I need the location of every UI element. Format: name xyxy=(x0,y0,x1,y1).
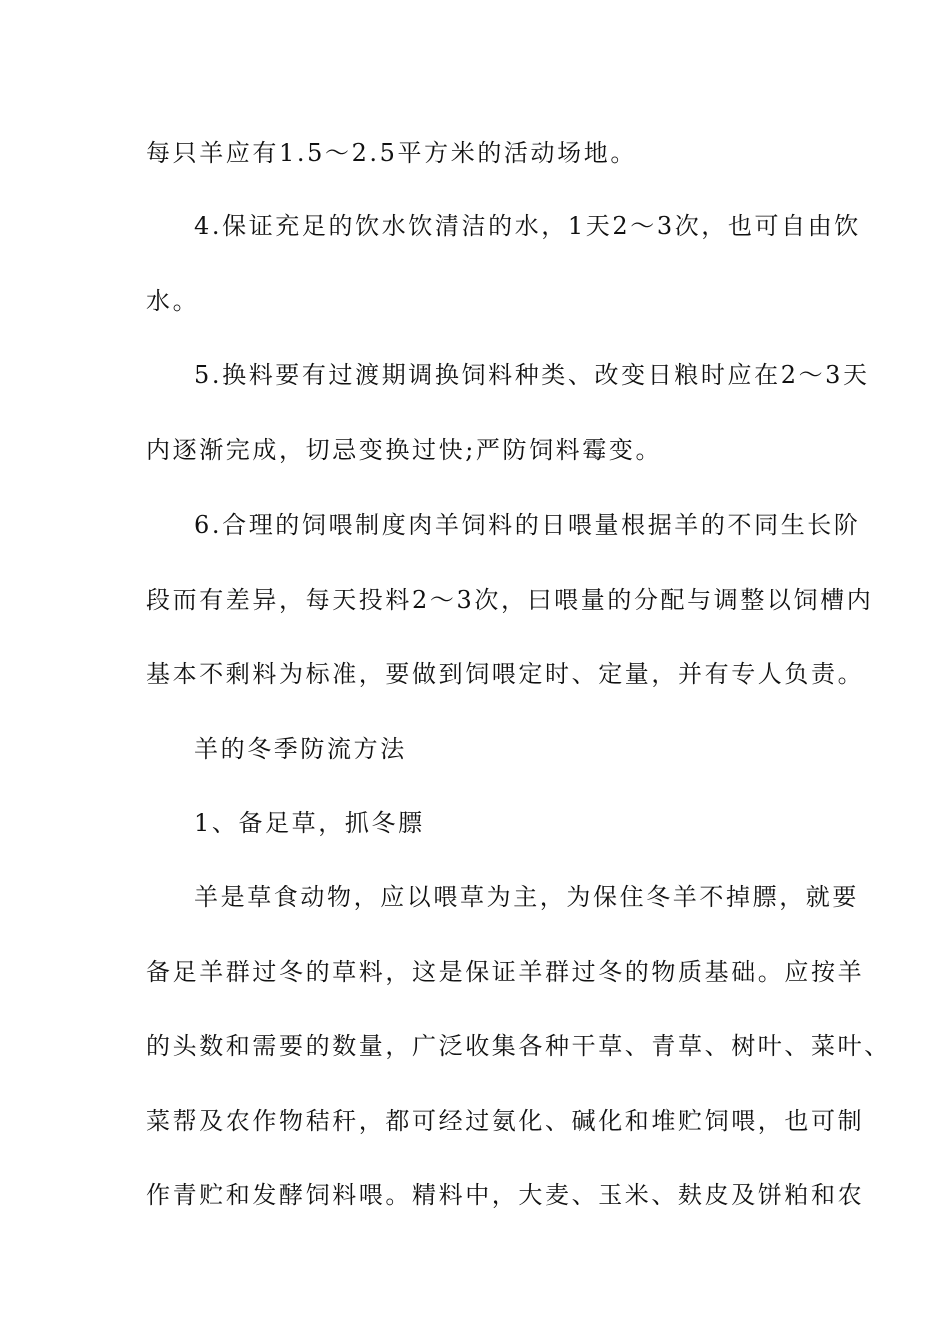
text-line: 6.合理的饲喂制度肉羊饲料的日喂量根据羊的不同生长阶 xyxy=(194,511,861,539)
text-line: 备足羊群过冬的草料，这是保证羊群过冬的物质基础。应按羊 xyxy=(146,958,865,986)
subsection-heading: 1、备足草，抓冬膘 xyxy=(194,809,425,837)
text-line: 基本不剩料为标准，要做到饲喂定时、定量，并有专人负责。 xyxy=(146,660,865,688)
text-line: 内逐渐完成，切忌变换过快;严防饲料霉变。 xyxy=(146,436,663,464)
text-line: 每只羊应有1.5～2.5平方米的活动场地。 xyxy=(146,139,637,167)
text-line: 段而有差异，每天投料2～3次，曰喂量的分配与调整以饲槽内 xyxy=(146,586,874,614)
text-line: 水。 xyxy=(146,287,200,315)
text-line: 5.换料要有过渡期调换饲料种类、改变日粮时应在2～3天 xyxy=(194,361,870,389)
text-line: 4.保证充足的饮水饮清洁的水，1天2～3次，也可自由饮 xyxy=(194,212,861,240)
text-line: 羊是草食动物，应以喂草为主，为保住冬羊不掉膘，就要 xyxy=(194,883,859,911)
text-line: 作青贮和发酵饲料喂。精料中，大麦、玉米、麸皮及饼粕和农 xyxy=(146,1181,865,1209)
text-line: 菜帮及农作物秸秆，都可经过氨化、碱化和堆贮饲喂，也可制 xyxy=(146,1107,865,1135)
section-heading: 羊的冬季防流方法 xyxy=(194,735,407,763)
text-line: 的头数和需要的数量，广泛收集各种干草、青草、树叶、菜叶、 xyxy=(146,1032,891,1060)
